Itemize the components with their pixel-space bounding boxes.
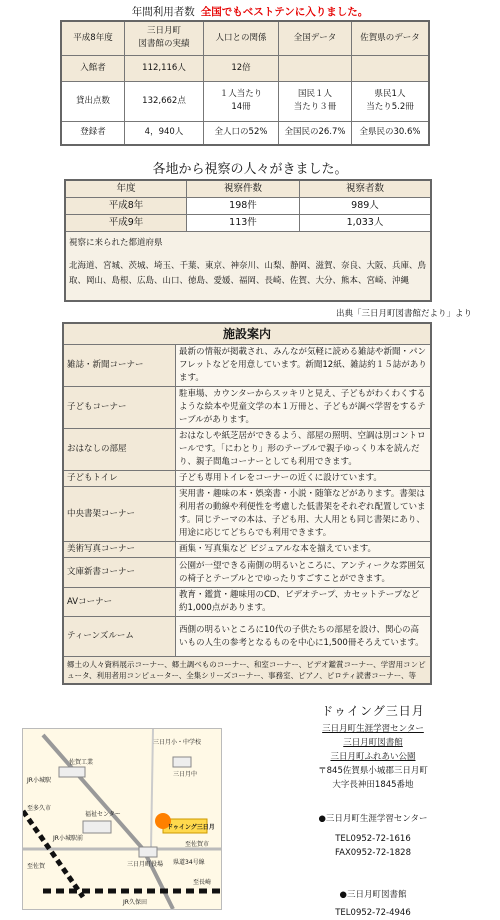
visit-cell: 1,033人: [300, 215, 432, 232]
map-label: JR小城駅: [27, 777, 51, 784]
map-building: [173, 757, 191, 767]
facility-desc: 教育・鑑賞・趣味用のCD、ビデオテープ、カセットテープなど約1,000点があります。: [176, 588, 432, 617]
facility-link[interactable]: 三日月町生涯学習センター: [322, 724, 424, 734]
library-tel: TEL0952-72-4946: [335, 908, 411, 918]
usage-col: [125, 21, 204, 55]
visit-cell: 113件: [187, 215, 300, 232]
usage-cell: [352, 81, 430, 121]
facility-desc: 画集・写真集など ビジュアルな本を揃えています。: [176, 542, 432, 558]
facility-name: 子どもコーナー: [63, 387, 176, 429]
usage-cell: 全国民の26.7%: [279, 121, 352, 145]
facility-name: 子どもトイレ: [63, 471, 176, 487]
facility-desc: 実用書・趣味の本・娯楽書・小説・随筆などがあります。書架は利用者の動線や利便性を考慮した低書架をそれぞれ配置しています。同じテーマの本は、子ども用、大人用とも同じ書架にあり、用途に応じてどちらでも利用できます。: [176, 487, 432, 542]
usage-cell: [204, 81, 279, 121]
facility-footer: 郷土の人々資料展示コーナー、郷土調べものコーナー、和室コーナー、ビデオ鑑賞コーナー、学習用コンピュータ、利用者用コンピューター、全集シリーズコーナー、事務室、ピアノ、ピロティ読書コーナー、等: [63, 657, 431, 685]
map-label: 三日月町役場: [127, 861, 164, 868]
map-drawing: [23, 729, 221, 909]
center-label: ●三日月町生涯学習センター: [318, 814, 428, 824]
map-label: JR久保田: [123, 899, 147, 906]
usage-col: 佐賀県のデータ: [352, 21, 430, 55]
usage-header: [0, 4, 500, 19]
usage-header-prefix: 年間利用者数: [131, 6, 195, 18]
map-label: 福祉センター: [85, 811, 121, 818]
usage-cell: 4，940人: [125, 121, 204, 145]
usage-table: [60, 20, 430, 146]
usage-cell: 112,116人: [125, 55, 204, 81]
map-railway: [23, 811, 83, 897]
visit-col: 視察件数: [187, 180, 300, 198]
map-building: [59, 767, 85, 777]
facility-desc: 子ども専用トイレをコーナーの近くに設けています。: [176, 471, 432, 487]
map-label: 至佐賀: [27, 863, 46, 870]
map-label: 佐賀工業: [69, 759, 94, 766]
prefecture-label: 視察に来られた都道府県: [69, 238, 163, 248]
map-building: [139, 847, 157, 857]
usage-cell-text: 国民１人 当たり３冊: [293, 89, 337, 112]
facility-desc: 西側の明るいところに10代の子供たちの部屋を設け、関心の高いもの人生の参考となるものを中心に1,500冊そろえています。: [176, 617, 432, 657]
usage-cell: 貸出点数: [61, 81, 125, 121]
usage-cell: 登録者: [61, 121, 125, 145]
usage-cell: [279, 55, 352, 81]
facility-link[interactable]: 三日月町ふれあい公園: [330, 752, 416, 762]
usage-cell: 132,662点: [125, 81, 204, 121]
usage-cell: 入館者: [61, 55, 125, 81]
map-label: 県道34号線: [173, 859, 205, 866]
center-tel: TEL0952-72-1616: [335, 834, 411, 844]
address-line: 〒845佐賀県小城郡三日月町: [318, 766, 428, 776]
source-note: 出典「三日月町図書館だより」より: [335, 309, 472, 319]
facility-desc: 公園が一望できる南側の明るいところに、アンティークな雰囲気の椅子とテーブルとでゆったりすごすことができます。: [176, 558, 432, 588]
visit-table: [64, 179, 432, 302]
facility-name: 雑誌・新聞コーナー: [63, 345, 176, 387]
facility-desc: 最新の情報が掲載され、みんなが気軽に読める雑誌や新聞・パンフレットなどを用意しています。新聞12紙、雑誌約１５誌があります。: [176, 345, 432, 387]
visit-cell: 198件: [187, 198, 300, 215]
map-building: [83, 821, 111, 833]
usage-header-highlight: 全国でもベストテンに入りました。: [200, 6, 369, 18]
facility-name: おはなしの部屋: [63, 429, 176, 471]
map-label: 三日月中: [173, 771, 198, 778]
prefecture-list: 北海道、宮城、茨城、埼玉、千葉、東京、神奈川、山梨、静岡、滋賀、奈良、大阪、兵庫、鳥取、岡山、島根、広島、山口、徳島、愛媛、福岡、長崎、佐賀、大分、熊本、宮崎、沖縄: [69, 261, 427, 286]
visit-cell: 平成8年: [65, 198, 187, 215]
usage-cell: 全県民の30.6%: [352, 121, 430, 145]
map-label: 至長崎: [193, 879, 212, 886]
map-road: [151, 729, 153, 849]
map-label: 三日月小・中学校: [153, 739, 202, 746]
facility-name: 文庫新書コーナー: [63, 558, 176, 588]
map-label: 至佐賀市: [185, 841, 210, 848]
usage-col-text: 三日月町 図書館の実績: [138, 26, 190, 50]
access-map: [22, 728, 222, 910]
facility-table: [62, 322, 432, 685]
visit-col: 視察者数: [300, 180, 432, 198]
map-label: ドゥイング三日月: [167, 824, 215, 831]
facility-desc: 駐車場、カウンターからスッキリと見え、子どもがわくわくするような絵本や児童文学の本１万冊と、子どもが調べ学習をするテーブルがあります。: [176, 387, 432, 429]
facility-link[interactable]: 三日月町図書館: [343, 738, 403, 748]
facility-desc: おはなしや紙芝居ができるよう、部屋の照明、空調は別コントロールです。「にわとり」形のテーブルで親子ゆっくり本を読んだり、親子間亀コーナーとしても利用できます。: [176, 429, 432, 471]
usage-cell-text: １人当たり 14冊: [219, 89, 263, 112]
library-label: ●三日月町図書館: [339, 890, 407, 900]
usage-cell-text: 県民1人 当たり5.2冊: [366, 89, 414, 112]
facility-name: 中央書架コーナー: [63, 487, 176, 542]
address-line: 大字長神田1845番地: [332, 780, 414, 790]
facility-name: AVコーナー: [63, 588, 176, 617]
visit-header: 各地から視察の人々がきました。: [152, 162, 348, 177]
visit-cell: 989人: [300, 198, 432, 215]
facility-title: 施設案内: [63, 323, 431, 345]
facility-name: ティーンズルーム: [63, 617, 176, 657]
usage-cell: 全人口の52%: [204, 121, 279, 145]
visit-cell: 平成9年: [65, 215, 187, 232]
contact-block: [268, 704, 478, 920]
usage-cell: 12倍: [204, 55, 279, 81]
usage-col: 平成8年度: [61, 21, 125, 55]
usage-col: 全国データ: [279, 21, 352, 55]
map-label: 至多久市: [27, 805, 52, 812]
map-label: JR小城駅前: [53, 835, 83, 842]
prefecture-cell: [65, 232, 431, 302]
visit-col: 年度: [65, 180, 187, 198]
facility-name: 美術写真コーナー: [63, 542, 176, 558]
brand-name: ドゥイング三日月: [321, 704, 425, 718]
usage-col: 人口との関係: [204, 21, 279, 55]
usage-cell: [279, 81, 352, 121]
center-fax: FAX0952-72-1828: [335, 848, 411, 858]
usage-cell: [352, 55, 430, 81]
